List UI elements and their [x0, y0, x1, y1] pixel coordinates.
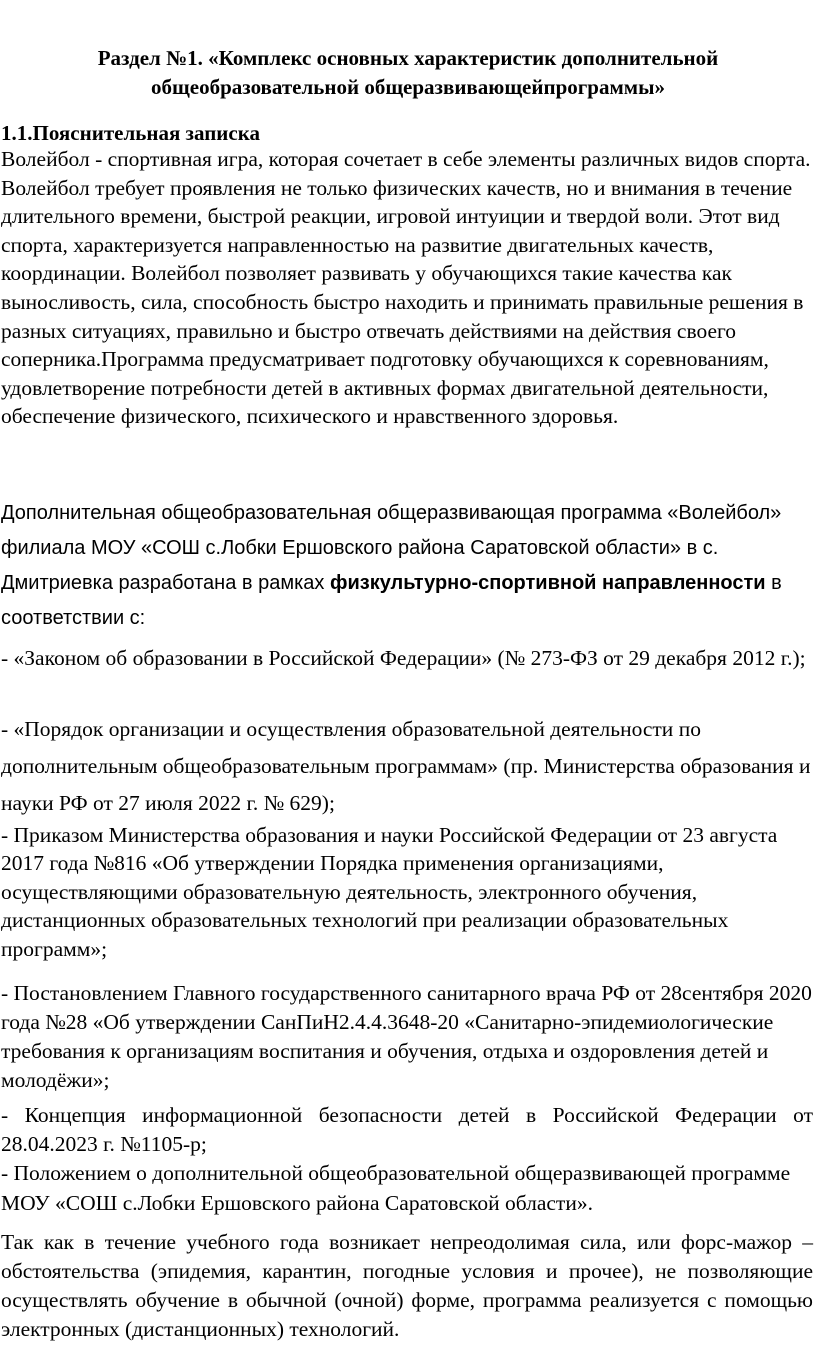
- law-item-3: - Приказом Министерства образования и науки Российской Федерации от 23 августа 2017 года №816 «Об утверждении Порядка применения организациями, осуществляющими образовательную деятельность, электронного обучения, дистанционных образовательных технологий при реализации образовательных программ»;: [1, 823, 778, 961]
- program-direction-bold: физкультурно-спортивной направленности: [329, 572, 766, 594]
- law-item-4: - Постановлением Главного государственного санитарного врача РФ от 28сентября 2020 года №28 «Об утверждении СанПиН2.4.4.3648-20 «Санитарно-эпидемиологические требования к организациям воспитания и обучения, отдыха и оздоровления детей и молодёжи»;: [1, 981, 812, 1092]
- law-item-1: - «Законом об образовании в Российской Федерации» (№ 273-ФЗ от 29 декабря 2012 г.);: [1, 646, 806, 670]
- law-item-6: - Положением о дополнительной общеобразовательной общеразвивающей программе МОУ «СОШ с.Лобки Ершовского района Саратовской области».: [1, 1161, 791, 1215]
- document-title: Раздел №1. «Комплекс основных характеристик дополнительной общеобразовательной общеразвивающейпрограммы»: [97, 46, 719, 99]
- program-paragraph: [1, 496, 813, 636]
- final-paragraph: Так как в течение учебного года возникает непреодолимая сила, или форс-мажор – обстоятельства (эпидемия, карантин, погодные условия и прочее), не позволяющие осуществлять обучение в обычной (очной) форме, программа реализуется с помощью электронных (дистанционных) технологий.: [1, 1230, 813, 1341]
- section-heading: 1.1.Пояснительная записка: [1, 121, 261, 145]
- intro-paragraph: Волейбол - спортивная игра, которая сочетает в себе элементы различных видов спорта. Волейбол требует проявления не только физических качеств, но и внимания в течение длительного времени, быстрой реакции, игровой интуиции и твердой воли. Этот вид спорта, характеризуется направленностью на развитие двигательных качеств, координации. Волейбол позволяет развивать у обучающихся такие качества как выносливость, сила, способность быстро находить и принимать правильные решения в разных ситуациях, правильно и быстро отвечать действиями на действия своего соперника.Программа предусматривает подготовку обучающихся к соревнованиям, удовлетворение потребности детей в активных формах двигательной деятельности, обеспечение физического, психического и нравственного здоровья.: [1, 147, 811, 429]
- law-item-5: - Концепция информационной безопасности детей в Российской Федерации от 28.04.2023 г. №1105-р;: [1, 1103, 813, 1156]
- program-text-after: в соответствии с:: [1, 572, 782, 629]
- law-item-2: - «Порядок организации и осуществления образовательной деятельности по дополнительным общеобразовательным программам» (пр. Министерства образования и науки РФ от 27 июля 2022 г. № 629);: [1, 717, 811, 815]
- program-text-before: Дополнительная общеобразовательная общеразвивающая программа «Волейбол» филиала МОУ «СОШ с.Лобки Ершовского района Саратовской области» в с. Дмитриевка разработана в рамках: [1, 502, 782, 594]
